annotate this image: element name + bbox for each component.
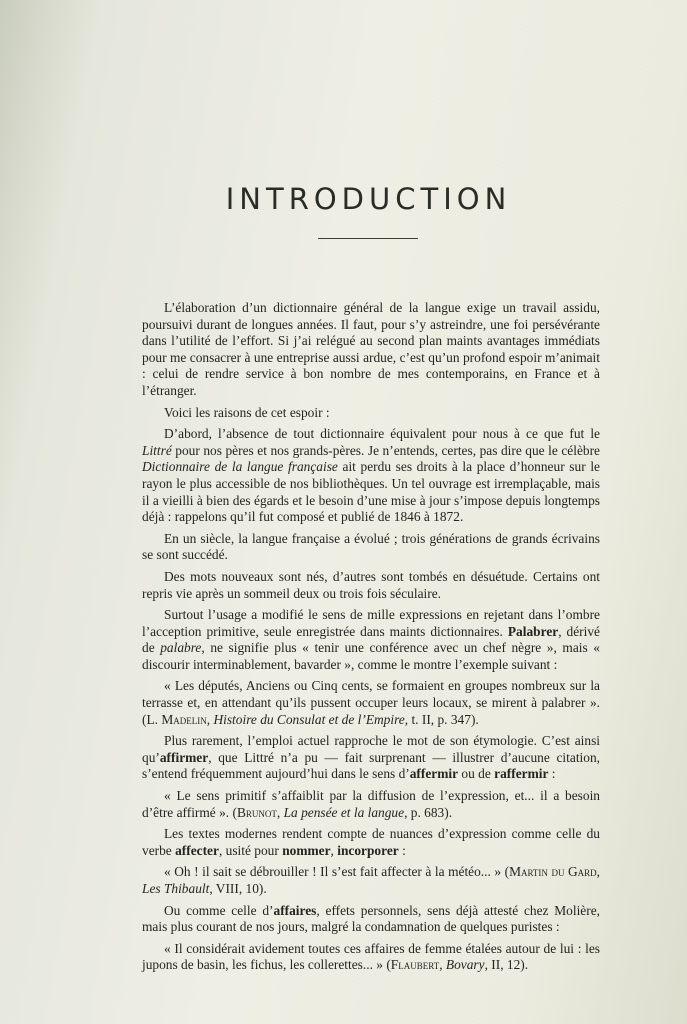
quote-flaubert: « Il considérait avidement toutes ces affaires de femme étalées autour de lui : les jupons de basin, les fichus, les collerettes... » (Flaubert, Bovary, II, 12). [142,940,600,973]
paragraph-4: En un siècle, la langue française a évolué ; trois générations de grands écrivains se sont succédé. [142,530,600,563]
paragraph-1: L’élaboration d’un dictionnaire général de la langue exige un travail assidu, poursuivi durant de longues années. Il faut, pour s’y astreindre, une foi persévérante dans l’utilité de l’effort. Si j’ai relégué au second plan maints avantages immédiats pour me consacrer à une entreprise aussi ardue, c’est qu’un profond espoir m’animait : celui de rendre service à bon nombre de mes contemporains, en France et à l’étranger. [142,300,600,398]
paragraph-5: Des mots nouveaux sont nés, d’autres sont tombés en désuétude. Certains ont repris vie après un sommeil deux ou trois fois séculaire. [142,568,600,601]
quote-brunot: « Le sens primitif s’affaiblit par la diffusion de l’expression, et... il a besoin d’être affirmé ». (Brunot, La pensée et la langue, p. 683). [142,788,600,820]
quote-madelin: « Les députés, Anciens ou Cinq cents, se formaient en groupes nombreux sur la terrasse et, en attendant qu’ils pussent occuper leurs locaux, se mirent à palabrer ». (L. Madelin, Histoire du Consulat et de l’Empire, t. II, p. 347). [142,678,600,727]
title-divider [318,238,418,239]
page-title: INTRODUCTION [225,182,512,216]
paragraph-10: Les textes modernes rendent compte de nuances d’expression comme celle du verbe affecter, usité pour nommer, incorporer : [142,826,600,858]
paragraph-3: D’abord, l’absence de tout dictionnaire équivalent pour nous à ce que fut le Littré pour nos pères et nos grands-pères. Je n’entends, certes, pas dire que le célèbre Dictionnaire de la langue française ait perdu ses droits à la place d’honneur sur le rayon le plus accessible de nos bibliothèques. Un tel ouvrage est irremplaçable, mais il a vieilli à bien des égards et le besoin d’une mise à jour s’impose depuis longtemps déjà : rappelons qu’il fut composé et publié de 1846 à 1872. [142,426,600,525]
body-text [142,300,600,974]
paragraph-6: Surtout l’usage a modifié le sens de mille expressions en rejetant dans l’ombre l’acception primitive, seule enregistrée dans maints dictionnaires. Palabrer, dérivé de palabre, ne signifie plus « tenir une conférence avec un chef nègre », mais « discourir interminablement, bavarder », comme le montre l’exemple suivant : [142,607,600,672]
paragraph-12: Ou comme celle d’affaires, effets personnels, sens déjà attesté chez Molière, mais plus courant de nos jours, malgré la condamnation de quelques puristes : [142,902,600,935]
paragraph-8: Plus rarement, l’emploi actuel rapproche le mot de son étymologie. C’est ainsi qu’affirmer, que Littré n’a pu — fait surprenant — illustrer d’aucune citation, s’entend fréquemment aujourd’hui dans le sens d’affermir ou de raffermir : [142,733,600,782]
paragraph-2: Voici les raisons de cet espoir : [164,404,330,420]
quote-martin-du-gard: « Oh ! il sait se débrouiller ! Il s’est fait affecter à la météo... » (Martin du Gard, Les Thibault, VIII, 10). [142,864,601,896]
